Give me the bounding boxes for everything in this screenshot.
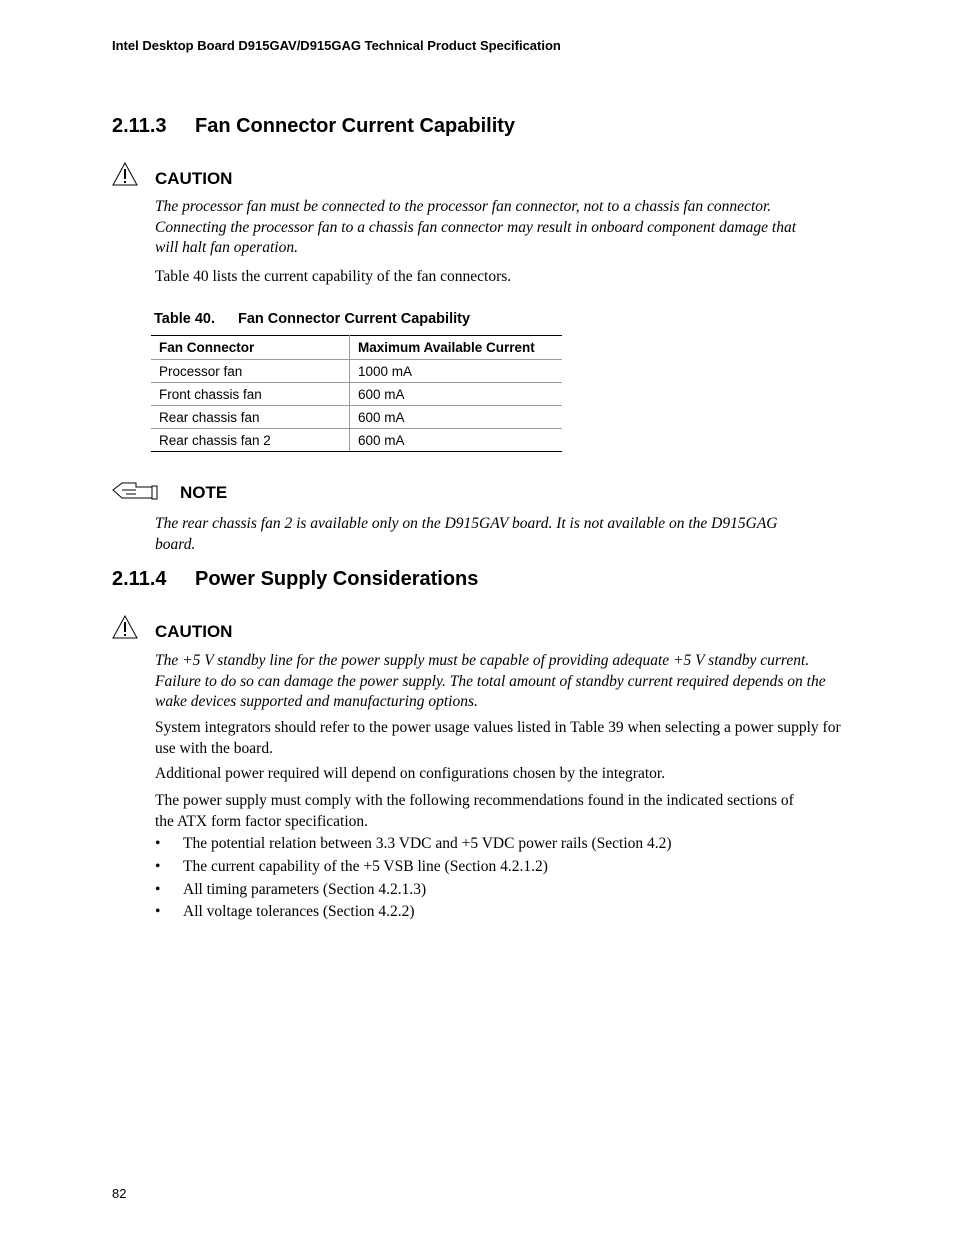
caution-label: CAUTION	[155, 622, 233, 641]
list-item	[155, 856, 672, 879]
section-number: 2.11.4	[112, 568, 167, 590]
list-item-text: All voltage tolerances (Section 4.2.2)	[183, 903, 415, 921]
table-caption	[154, 311, 470, 327]
table-cell: Processor fan	[151, 360, 350, 383]
list-item	[155, 833, 672, 856]
list-item	[155, 901, 672, 924]
table-number: Table 40.	[154, 311, 215, 327]
table-cell: 1000 mA	[350, 360, 563, 383]
running-header: Intel Desktop Board D915GAV/D915GAG Technical Product Specification	[112, 38, 561, 53]
fan-current-table	[151, 335, 562, 452]
caution-text: The +5 V standby line for the power supply must be capable of providing adequate +5 V standby current. Failure to do so can damage the power supply. The total amount of standby current required depends on the wake devices supported and manufacturing options.	[155, 652, 826, 710]
section-heading-2-11-4	[112, 568, 478, 591]
table-cell: Front chassis fan	[151, 383, 350, 406]
column-header: Fan Connector	[151, 336, 350, 360]
caution-label: CAUTION	[155, 169, 233, 188]
section-title: Power Supply Considerations	[195, 568, 479, 590]
bullet-icon: •	[155, 857, 161, 875]
table-header-row	[151, 336, 562, 360]
section-number: 2.11.3	[112, 115, 167, 137]
bullet-icon: •	[155, 835, 161, 852]
table-row	[151, 406, 562, 429]
table-title: Fan Connector Current Capability	[238, 311, 471, 327]
caution-triangle-icon	[112, 162, 138, 186]
note-label: NOTE	[180, 483, 228, 502]
table-cell: 600 mA	[350, 383, 563, 406]
note-text: The rear chassis fan 2 is available only on the D915GAV board. It is not available on the D915GAG board.	[155, 515, 778, 553]
section-title: Fan Connector Current Capability	[195, 115, 516, 137]
list-item-text: All timing parameters (Section 4.2.1.3)	[183, 880, 427, 898]
caution-triangle-icon	[112, 615, 138, 639]
table-cell: Rear chassis fan	[151, 406, 350, 429]
bullet-icon: •	[155, 880, 161, 898]
body-paragraph: Additional power required will depend on configurations chosen by the integrator.	[155, 765, 666, 782]
table-cell: Rear chassis fan 2	[151, 429, 350, 452]
requirements-list	[155, 833, 672, 924]
table-row	[151, 429, 562, 452]
body-paragraph: The power supply must comply with the following recommendations found in the indicated sections of the ATX form factor specification.	[155, 792, 794, 830]
note-hand-icon	[112, 481, 158, 501]
page-number: 82	[112, 1186, 127, 1201]
list-item	[155, 879, 672, 902]
table-row	[151, 383, 562, 406]
column-header: Maximum Available Current	[350, 336, 563, 360]
table-row	[151, 360, 562, 383]
body-paragraph: System integrators should refer to the power usage values listed in Table 39 when selecting a power supply for use with the board.	[155, 719, 841, 757]
table-intro-paragraph: Table 40 lists the current capability of the fan connectors.	[155, 268, 512, 285]
list-item-text: The potential relation between 3.3 VDC and +5 VDC power rails (Section 4.2)	[183, 835, 672, 852]
table-cell: 600 mA	[350, 406, 563, 429]
bullet-icon: •	[155, 903, 161, 921]
section-heading-2-11-3	[112, 115, 515, 138]
caution-text: The processor fan must be connected to the processor fan connector, not to a chassis fan connector. Connecting the processor fan to a chassis fan connector may result in onboard component damage that will halt fan operation.	[155, 198, 797, 256]
table-cell: 600 mA	[350, 429, 563, 452]
list-item-text: The current capability of the +5 VSB line (Section 4.2.1.2)	[183, 857, 548, 875]
